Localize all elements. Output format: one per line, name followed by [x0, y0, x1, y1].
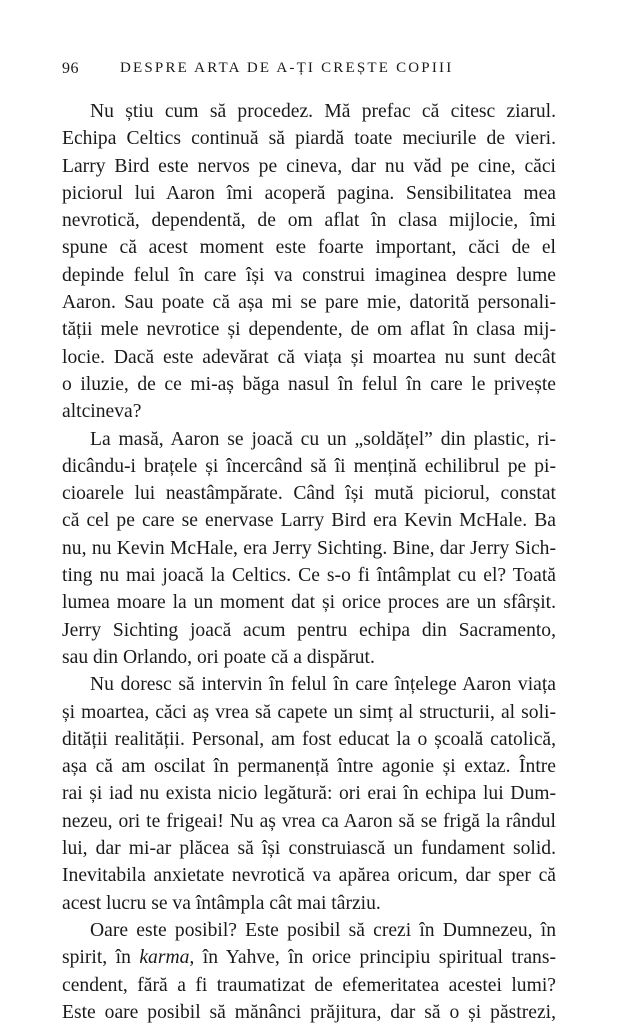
body-text: [62, 98, 556, 1026]
text-segment: în Yahve, în orice principiu spiritual trans-: [194, 947, 557, 969]
paragraph-2: [62, 426, 556, 672]
paragraph-1: [62, 98, 556, 426]
text-line: cioarele lui neastâmpărate. Când își mută piciorul, constat: [62, 483, 556, 505]
text-line: Inevitabila anxietate nevrotică va apărea oricum, dar sper că: [62, 865, 556, 887]
text-line: depinde felul în care își va construi imaginea despre lume: [62, 264, 556, 286]
text-line: spune că acest moment este foarte important, căci de el: [62, 237, 556, 259]
text-line: altcineva?: [62, 401, 142, 423]
text-line: Nu doresc să intervin în felul în care înțelege Aaron viața: [90, 674, 556, 696]
text-line: dității realității. Personal, am fost educat la o școală catolică,: [62, 728, 556, 750]
text-line: locie. Dacă este adevărat că viața și moartea nu sunt decât: [62, 346, 556, 368]
text-line: nu, nu Kevin McHale, era Jerry Sichting. Bine, dar Jerry Sich-: [62, 537, 556, 559]
text-line: că cel pe care se enervase Larry Bird era Kevin McHale. Ba: [62, 510, 556, 532]
text-line: Echipa Celtics continuă să piardă toate meciurile de vieri.: [62, 128, 556, 150]
running-title: DESPRE ARTA DE A-ȚI CREȘTE COPIII: [120, 60, 454, 76]
text-line: lumea moare la un moment dat și orice proces are un sfârșit.: [62, 592, 556, 614]
text-line: așa că am oscilat în permanență între agonie și extaz. Între: [62, 756, 556, 778]
text-line: tății mele nevrotice și dependente, de om aflat în clasa mij-: [62, 319, 556, 341]
text-line: [62, 944, 556, 971]
text-line: sau din Orlando, ori poate că a dispărut.: [62, 646, 375, 668]
text-line: Larry Bird este nervos pe cineva, dar nu văd pe cine, căci: [62, 155, 556, 177]
text-line: Aaron. Sau poate că așa mi se pare mie, datorită personali-: [62, 292, 556, 314]
text-line: piciorul lui Aaron îmi acoperă pagina. Sensibilitatea mea: [62, 182, 556, 204]
running-header: [62, 60, 562, 84]
text-line: o iluzie, de ce mi-aș băga nasul în felul în care le privește: [62, 373, 556, 395]
text-line: acest lucru se va întâmpla cât mai târziu.: [62, 892, 381, 914]
text-line: Este oare posibil să mănânci prăjitura, dar să o și păstrezi,: [62, 1001, 556, 1023]
text-line: lui, dar mi-ar plăcea să își construiască un fundament solid.: [62, 838, 556, 860]
text-line: nezeu, ori te frigeai! Nu aș vrea ca Aaron să se frigă la rândul: [62, 810, 556, 832]
text-segment: spirit, în: [62, 947, 140, 969]
text-line: nevrotică, dependentă, de om aflat în clasa mijlocie, îmi: [62, 210, 556, 232]
paragraph-3: [62, 671, 556, 917]
text-line: La masă, Aaron se joacă cu un „soldățel” din plastic, ri-: [90, 428, 556, 450]
text-line: Jerry Sichting joacă acum pentru echipa din Sacramento,: [62, 619, 556, 641]
text-line: și moartea, căci aș vrea să capete un simț al structurii, al soli-: [62, 701, 556, 723]
text-line: dicându-i brațele și încercând să îi mențină echilibrul pe pi-: [62, 455, 556, 477]
text-line: cendent, fără a fi traumatizat de efemeritatea acestei lumi?: [62, 974, 556, 996]
text-line: Nu știu cum să procedez. Mă prefac că citesc ziarul.: [90, 101, 556, 122]
text-line: rai și iad nu exista nicio legătură: ori erai în echipa lui Dum-: [62, 783, 556, 805]
text-line: Oare este posibil? Este posibil să crezi în Dumnezeu, în: [90, 919, 556, 941]
italic-term: karma,: [139, 947, 195, 969]
paragraph-4: [62, 917, 556, 1026]
text-line: ting nu mai joacă la Celtics. Ce s-o fi întâmplat cu el? Toată: [62, 565, 556, 587]
page-number: 96: [62, 60, 79, 77]
